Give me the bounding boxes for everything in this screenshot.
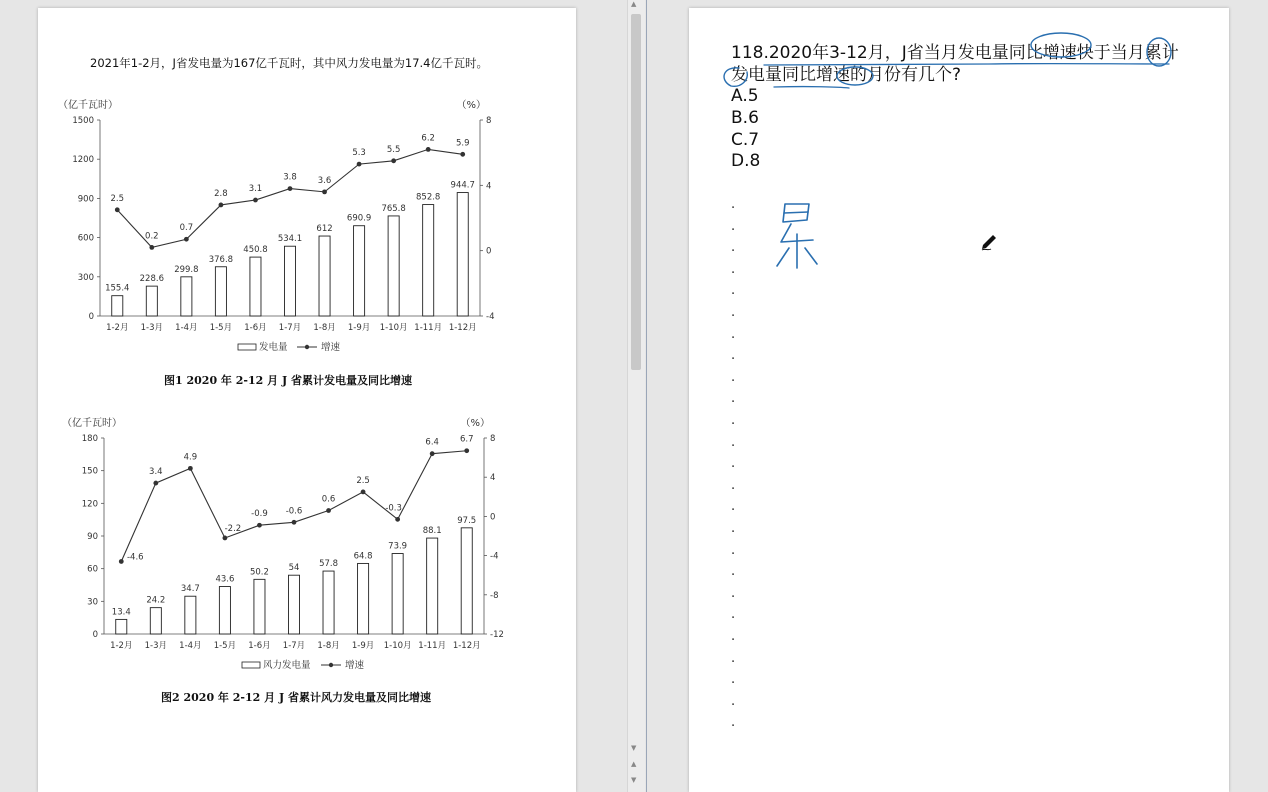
bar: [219, 587, 230, 634]
left-axis-unit: （亿千瓦时）: [62, 418, 122, 429]
category-label: 1-7月: [282, 641, 306, 651]
left-tick-label: 300: [77, 272, 94, 283]
category-label: 1-6月: [248, 641, 271, 651]
left-tick-label: 180: [81, 434, 98, 444]
bar-value-label: 50.2: [249, 567, 269, 578]
right-tick-label: 4: [490, 473, 496, 484]
growth-point: [357, 162, 362, 167]
growth-value-label: 5.5: [386, 144, 401, 155]
growth-value-label: -0.9: [251, 509, 268, 520]
intro-text: 2021年1-2月，J省发电量为167亿千瓦时，其中风力发电量为17.4亿千瓦时。: [90, 56, 488, 70]
circle-mark-3: [724, 68, 747, 87]
category-label: 1-11月: [418, 641, 447, 651]
category-label: 1-5月: [213, 641, 237, 651]
scroll-up-arrow-icon[interactable]: ▲: [631, 0, 637, 8]
right-tick-label: 0: [490, 512, 496, 523]
next-page-icon[interactable]: ▼: [631, 776, 637, 784]
circle-mark-4: [837, 67, 873, 85]
option-b: B.6: [731, 108, 759, 128]
right-tick-label: 8: [486, 116, 492, 126]
bar-value-label: 155.4: [105, 283, 130, 294]
growth-point: [460, 152, 465, 157]
bar: [146, 286, 157, 316]
category-label: 1-9月: [351, 641, 375, 651]
bar-value-label: 944.7: [450, 180, 475, 191]
growth-value-label: 0.7: [179, 223, 194, 234]
bar-value-label: 43.6: [215, 574, 235, 585]
dot-line: .: [731, 564, 736, 580]
bar-value-label: 612: [316, 224, 333, 235]
growth-value-label: 6.4: [425, 437, 439, 448]
bar-value-label: 34.7: [180, 584, 200, 595]
bar-value-label: 54: [288, 563, 300, 574]
bar-value-label: 450.8: [243, 245, 268, 256]
bar: [319, 236, 330, 316]
growth-point: [115, 207, 120, 212]
bar-value-label: 73.9: [388, 541, 408, 552]
growth-point: [119, 559, 124, 564]
category-label: 1-4月: [175, 323, 198, 333]
right-tick-label: 0: [486, 246, 492, 257]
dot-line: .: [731, 391, 736, 407]
bar-value-label: 13.4: [111, 607, 131, 618]
growth-point: [223, 536, 228, 541]
dot-line: .: [731, 413, 736, 428]
growth-value-label: 5.3: [352, 148, 366, 159]
dot-line: .: [731, 521, 736, 536]
growth-point: [219, 203, 224, 208]
dot-line: .: [731, 650, 736, 666]
growth-value-label: 6.2: [421, 133, 435, 144]
bar: [150, 608, 161, 634]
growth-point: [322, 189, 327, 194]
category-label: 1-4月: [179, 641, 202, 651]
bar: [323, 571, 334, 634]
right-tick-label: 8: [490, 434, 496, 444]
bar: [288, 575, 299, 634]
chart-2-caption: 图2 2020 年 2-12 月 J 省累计风力发电量及同比增速: [161, 691, 431, 704]
bar-value-label: 57.8: [319, 559, 339, 570]
right-tick-label: -8: [490, 590, 499, 601]
growth-value-label: 6.7: [459, 434, 474, 445]
bar-value-label: 299.8: [174, 264, 199, 275]
left-tick-label: 90: [87, 532, 98, 542]
dot-line: .: [731, 499, 736, 515]
bar: [427, 538, 438, 634]
growth-point: [426, 147, 431, 152]
dot-line: .: [731, 672, 736, 688]
dot-line: .: [731, 283, 736, 299]
bar: [284, 246, 295, 316]
bar: [185, 596, 196, 634]
left-axis-unit: （亿千瓦时）: [58, 100, 118, 111]
category-label: 1-5月: [209, 323, 233, 333]
left-scroll-thumb[interactable]: [631, 14, 641, 370]
circle-mark-1: [1031, 33, 1091, 57]
right-document-page[interactable]: [689, 8, 1229, 792]
bar: [112, 296, 123, 316]
dot-line: .: [731, 240, 736, 256]
bar-value-label: 765.8: [381, 203, 406, 214]
growth-value-label: -0.6: [285, 506, 303, 517]
left-tick-label: 1200: [72, 155, 94, 166]
category-label: 1-2月: [106, 323, 129, 333]
right-tick-label: -4: [490, 551, 499, 562]
growth-point: [253, 198, 258, 203]
bar-value-label: 97.5: [457, 515, 477, 526]
category-label: 1-3月: [144, 641, 168, 651]
option-a: A.5: [731, 86, 759, 106]
right-axis-unit: （%）: [460, 418, 490, 429]
option-c: C.7: [731, 130, 760, 150]
dot-line: .: [731, 607, 736, 623]
bar-value-label: 228.6: [139, 274, 164, 285]
growth-value-label: 3.4: [149, 467, 163, 478]
category-label: 1-7月: [278, 323, 302, 333]
left-tick-label: 120: [81, 499, 98, 510]
bar: [461, 528, 472, 634]
growth-point: [464, 448, 469, 453]
growth-value-label: 4.9: [183, 452, 198, 463]
growth-point: [326, 508, 331, 513]
growth-point: [292, 520, 297, 525]
dot-line: .: [731, 261, 736, 277]
dot-line: .: [731, 218, 736, 234]
right-document-pane[interactable]: [646, 0, 1268, 792]
right-tick-label: 4: [486, 181, 492, 192]
option-d: D.8: [731, 151, 761, 171]
legend-line-label: 增速: [321, 342, 341, 353]
bar: [388, 216, 399, 316]
legend-line-marker: [329, 663, 333, 667]
dot-line: .: [731, 305, 736, 320]
bar: [250, 257, 261, 316]
left-tick-label: 1500: [72, 116, 94, 126]
dot-line: .: [731, 715, 736, 731]
left-tick-label: 0: [92, 630, 98, 640]
left-tick-label: 600: [77, 233, 94, 244]
growth-value-label: 0.6: [321, 494, 336, 505]
bar: [354, 226, 365, 316]
growth-point: [149, 245, 154, 250]
dot-line: .: [731, 629, 736, 644]
bar-value-label: 88.1: [422, 526, 442, 537]
right-tick-label: -4: [486, 312, 495, 322]
growth-point: [395, 517, 400, 522]
category-label: 1-10月: [379, 323, 408, 333]
legend-bar-swatch: [242, 662, 260, 668]
dot-line: .: [731, 348, 736, 364]
category-label: 1-12月: [448, 323, 477, 333]
bar: [358, 563, 369, 634]
growth-value-label: 2.5: [110, 193, 125, 204]
bar-value-label: 534.1: [277, 234, 303, 245]
growth-value-label: 3.6: [317, 175, 332, 186]
chart-2: [38, 408, 576, 678]
bar: [254, 579, 265, 634]
dot-line: .: [731, 326, 736, 342]
legend-bar-label: 发电量: [259, 342, 288, 353]
dot-line: .: [731, 585, 736, 601]
growth-point: [391, 158, 396, 163]
scroll-down-arrow-icon[interactable]: ▼: [631, 744, 637, 752]
legend-line-label: 增速: [345, 660, 365, 671]
growth-value-label: -0.3: [385, 503, 402, 514]
growth-point: [184, 237, 189, 242]
left-scrollbar[interactable]: [627, 0, 645, 792]
growth-value-label: 3.8: [283, 172, 297, 183]
growth-point: [153, 481, 158, 486]
growth-line: [117, 149, 462, 247]
category-label: 1-8月: [317, 641, 340, 651]
dot-line: .: [731, 434, 736, 450]
growth-value-label: -4.6: [126, 552, 144, 563]
category-label: 1-8月: [313, 323, 336, 333]
question-text: 118.2020年3-12月，J省当月发电量同比增速快于当月累计发电量同比增速的月份有几个?: [731, 43, 1179, 85]
bar-value-label: 690.9: [346, 213, 372, 224]
growth-value-label: 2.8: [214, 188, 228, 199]
bar: [392, 554, 403, 634]
handwritten-character: [777, 204, 817, 268]
category-label: 1-2月: [110, 641, 133, 651]
growth-point: [257, 523, 262, 528]
handwriting-annotations: [689, 8, 1229, 308]
left-tick-label: 30: [87, 597, 98, 608]
category-label: 1-10月: [383, 641, 412, 651]
dot-line: .: [731, 693, 736, 709]
chart-1-caption: 图1 2020 年 2-12 月 J 省累计发电量及同比增速: [164, 374, 412, 387]
bar: [116, 619, 127, 634]
category-label: 1-12月: [452, 641, 481, 651]
dot-line: .: [731, 197, 736, 212]
growth-value-label: -2.2: [224, 523, 242, 534]
bar-value-label: 64.8: [353, 551, 373, 562]
dot-line: .: [731, 456, 736, 472]
category-label: 1-3月: [140, 323, 164, 333]
dot-line: .: [731, 542, 736, 558]
right-axis-unit: （%）: [456, 100, 486, 111]
bar-value-label: 376.8: [208, 254, 234, 265]
bar-value-label: 24.2: [146, 595, 166, 606]
category-label: 1-6月: [244, 323, 267, 333]
bar: [423, 205, 434, 316]
left-tick-label: 900: [77, 194, 94, 205]
left-tick-label: 150: [81, 466, 98, 477]
bar: [215, 267, 226, 316]
left-document-page: [38, 8, 576, 792]
legend-bar-swatch: [238, 344, 256, 350]
category-label: 1-9月: [347, 323, 371, 333]
growth-value-label: 0.2: [145, 231, 159, 242]
right-tick-label: -12: [490, 630, 504, 640]
underline-mark: [764, 64, 1169, 88]
category-label: 1-11月: [414, 323, 443, 333]
growth-point: [288, 186, 293, 191]
pen-cursor-icon: [979, 230, 999, 252]
left-tick-label: 60: [87, 564, 98, 575]
dot-line: .: [731, 369, 736, 385]
growth-point: [361, 490, 366, 495]
bar-value-label: 852.8: [416, 192, 441, 203]
growth-value-label: 2.5: [356, 475, 370, 486]
growth-value-label: 5.9: [455, 138, 470, 149]
growth-point: [430, 451, 435, 456]
left-tick-label: 0: [88, 312, 94, 322]
dot-line: .: [731, 477, 736, 493]
growth-value-label: 3.1: [248, 184, 263, 195]
bar: [457, 193, 468, 316]
circle-mark-2: [1147, 38, 1171, 66]
chart-1: [38, 90, 576, 360]
legend-line-marker: [305, 345, 309, 349]
legend-bar-label: 风力发电量: [263, 660, 311, 671]
previous-page-icon[interactable]: ▲: [631, 760, 637, 768]
bar: [181, 277, 192, 316]
growth-point: [188, 466, 193, 471]
